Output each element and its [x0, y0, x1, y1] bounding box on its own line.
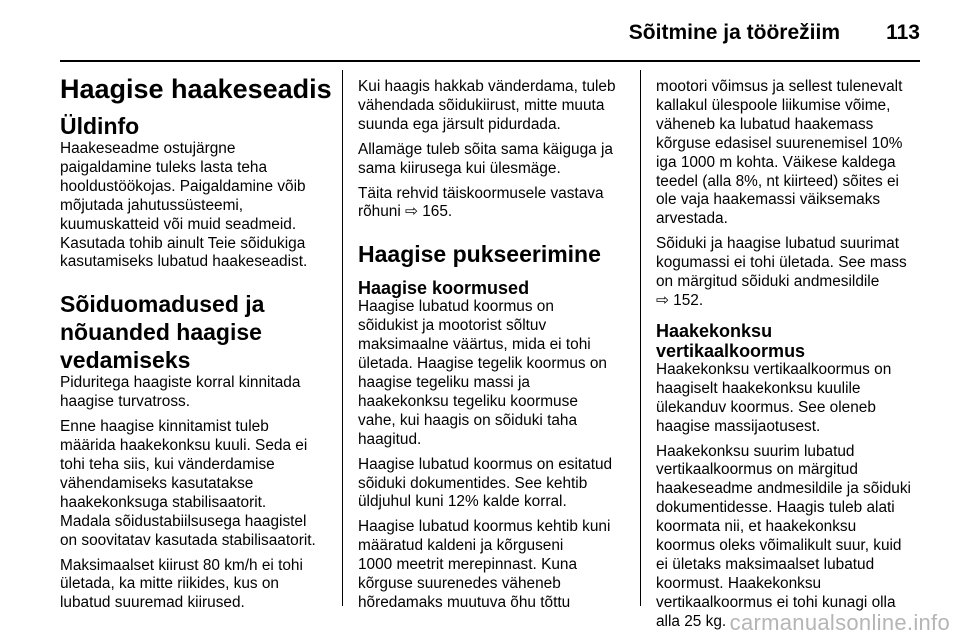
paragraph-engine-power: mootori võimsus ja sellest tulenevalt kallakul ülespoole liikumise võime, väheneb ka lubatud haakemass kõrguse edasisel suurenemisel 10% iga 1000 m kohta. Väikese kaldega teedel (alla 8%, nt kiirteed) sõites ei ole vaja haakemassi väiksemaks arvestada. [656, 78, 903, 228]
page-section-title: Sõitmine ja töörežiim [628, 21, 840, 44]
column-2 [358, 78, 628, 613]
subheading-vertical-load: Haakekonksu vertikaalkoormus [656, 320, 806, 361]
paragraph-safety-cable: Piduritega haagiste korral kinnitada haagise turvatross. [60, 374, 301, 411]
header-divider [60, 60, 920, 62]
section-heading-trailer-hitch: Haagise haakeseadis [60, 74, 332, 104]
column-3 [656, 78, 924, 638]
paragraph-max-vertical-load: Haakekonksu suurim lubatud vertikaalkoormus on märgitud haakeseadme andmesildile ja sõiduki dokumentidesse. Haagis tuleb alati koormata nii, et haakekonksu koormus oleks võimalikult suur, kuid ei ületaks maksimaalset lubatud koormust. Haakekonksu vertikaalkoormus ei tohi kunagi olla alla 25 kg. [656, 442, 911, 630]
section-heading-trailer-towing: Haagise pukseerimine [358, 241, 601, 268]
page-header [0, 18, 960, 48]
page-number: 113 [886, 21, 920, 44]
watermark: carmanualsonline.info [729, 610, 950, 635]
paragraph-altitude: Haagise lubatud koormus kehtib kuni määratud kaldeni ja kõrguseni 1000 meetrit merepinnast. Kuna kõrguse suurenedes väheneb hõredamaks muutuva õhu tõttu [358, 518, 611, 611]
paragraph-max-speed: Maksimaalset kiirust 80 km/h ei tohi ületada, ka mitte riikides, kus on lubatud suuremad kiirused. [60, 556, 303, 612]
paragraph-permitted-load: Haagise lubatud koormus on sõidukist ja mootorist sõltuv maksimaalne väärtus, mida ei tohi ületada. Haagise tegelik koormus on haagise tegeliku massi ja haakekonksu tegeliku koormuse vahe, kui haagis on sõiduki taha haagitud. [358, 298, 607, 448]
paragraph-vertical-load-definition: Haakekonksu vertikaalkoormus on haagiselt haakekonksu kuulile ülekanduv koormus. See oleneb haagise massijaotusest. [656, 360, 892, 435]
paragraph-snaking: Kui haagis hakkab vänderdama, tuleb vähendada sõidukiirust, mitte muuta suunda ega järsult pidurdada. [358, 78, 616, 133]
paragraph-gross-mass: Sõiduki ja haagise lubatud suurimat kogumassi ei tohi ületada. See mass on märgitud sõiduki andmesildile ⇨ 152. [656, 235, 907, 309]
column-divider-2 [640, 70, 641, 606]
subheading-driving-characteristics: Sõiduomadused ja nõuanded haagise vedamiseks [60, 291, 265, 374]
paragraph-installation: Haakeseadme ostujärgne paigaldamine tuleks lasta teha hooldustöökojas. Paigaldamine võib mõjutada jahutussüsteemi, kuumuskatteid või muid seadmeid. Kasutada tohib ainult Teie sõidukiga kasutamiseks lubatud haakeseadist. [60, 140, 308, 271]
paragraph-tyre-pressure: Täita rehvid täiskoormusele vastava rõhuni ⇨ 165. [358, 184, 604, 221]
subheading-general-info: Üldinfo [60, 113, 140, 139]
column-divider-1 [342, 70, 343, 606]
paragraph-coupling-ball: Enne haagise kinnitamist tuleb määrida haakekonksu kuuli. Seda ei tohi teha siis, kui vänderdamise vähendamiseks kasutatakse haakekonksuga stabilisaatorit. Madala sõidustabiilsusega haagistel on soovitatav kasutada stabilisaatorit. [60, 418, 316, 549]
paragraph-vehicle-documents: Haagise lubatud koormus on esitatud sõiduki dokumentides. See kehtib üldjuhul kuni 12% kalde korral. [358, 455, 613, 511]
subheading-trailer-loads: Haagise koormused [358, 278, 530, 299]
paragraph-downhill: Allamäge tuleb sõita sama käiguga ja sama kiirusega kui ülesmäge. [358, 140, 613, 177]
column-1 [60, 72, 336, 619]
